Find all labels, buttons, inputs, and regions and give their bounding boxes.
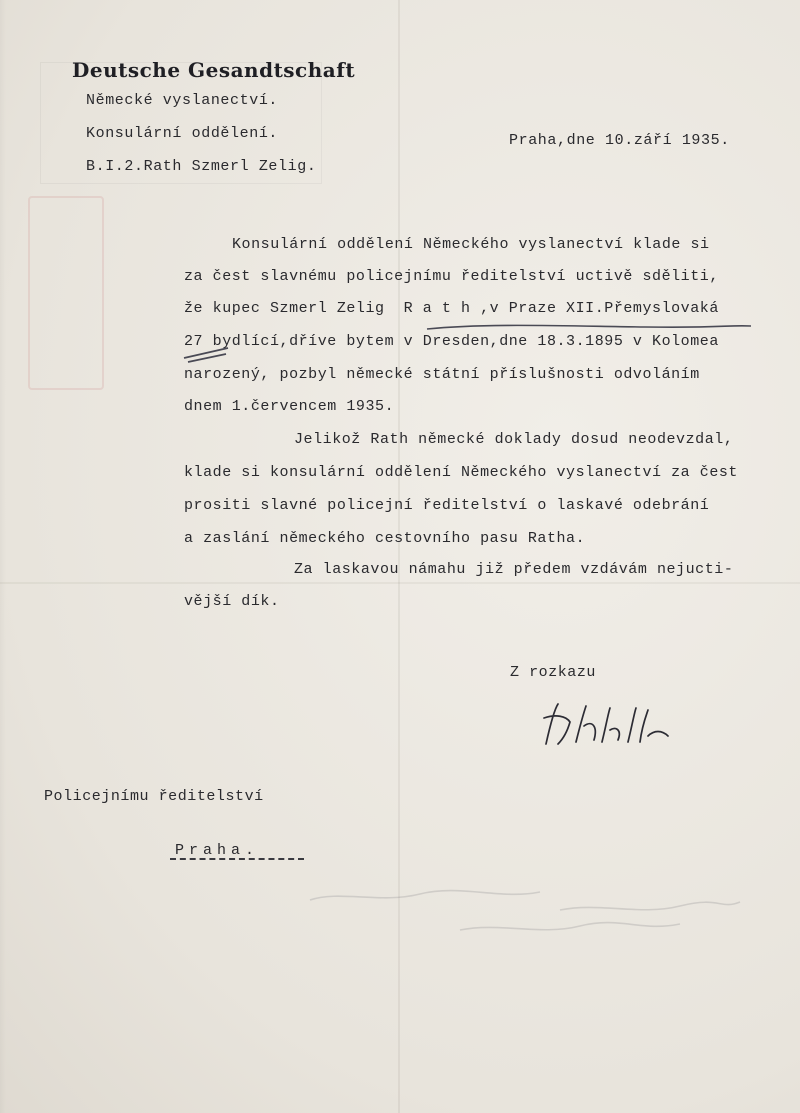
letterhead-title: Deutsche Gesandtschaft (72, 58, 356, 82)
body-p2-line-4: a zaslání německého cestovního pasu Ratha. (184, 530, 586, 547)
handwritten-signature (536, 696, 676, 756)
body-p2-line-3: prositi slavné policejní ředitelství o laskavé odebrání (184, 497, 710, 514)
body-p2-line-2: klade si konsulární oddělení Německého vyslanectví za čest (184, 464, 738, 481)
body-p1-line-3: že kupec Szmerl Zelig R a t h ,v Praze XII.Přemyslovaká (184, 300, 719, 317)
place-and-date: Praha,dne 10.září 1935. (509, 132, 730, 149)
body-p1-line-6: dnem 1.červencem 1935. (184, 398, 395, 415)
pencil-underline-address (425, 320, 755, 334)
sender-line-2: Konsulární oddělení. (86, 125, 279, 142)
closing-phrase: Z rozkazu (510, 664, 596, 681)
body-p1-line-5: narozený, pozbyl německé státní příslušnosti odvoláním (184, 366, 700, 383)
body-p2-line-1: Jelikož Rath německé doklady dosud neodevzdal, (294, 431, 734, 448)
recipient-line-1: Policejnímu ředitelství (44, 788, 264, 805)
body-p3-line-2: vější dík. (184, 593, 280, 610)
body-p1-line-1: Konsulární oddělení Německého vyslanectví klade si (232, 236, 710, 253)
body-p1-line-2: za čest slavnému policejnímu ředitelství uctivě sděliti, (184, 268, 719, 285)
pencil-scribble-mark (178, 340, 238, 366)
bleed-through-handwriting (300, 880, 750, 950)
paper-fold-horizontal (0, 582, 800, 584)
body-p1-line-4: 27 bydlící,dříve bytem v Dresden,dne 18.3.1895 v Kolomea (184, 333, 719, 350)
sender-line-1: Německé vyslanectví. (86, 92, 279, 109)
recipient-city: Praha. (175, 842, 260, 859)
body-p3-line-1: Za laskavou námahu již předem vzdávám nejucti- (294, 561, 734, 578)
faded-stamp (28, 196, 104, 390)
recipient-city-underline (170, 858, 304, 860)
sender-line-3: B.I.2.Rath Szmerl Zelig. (86, 158, 317, 175)
